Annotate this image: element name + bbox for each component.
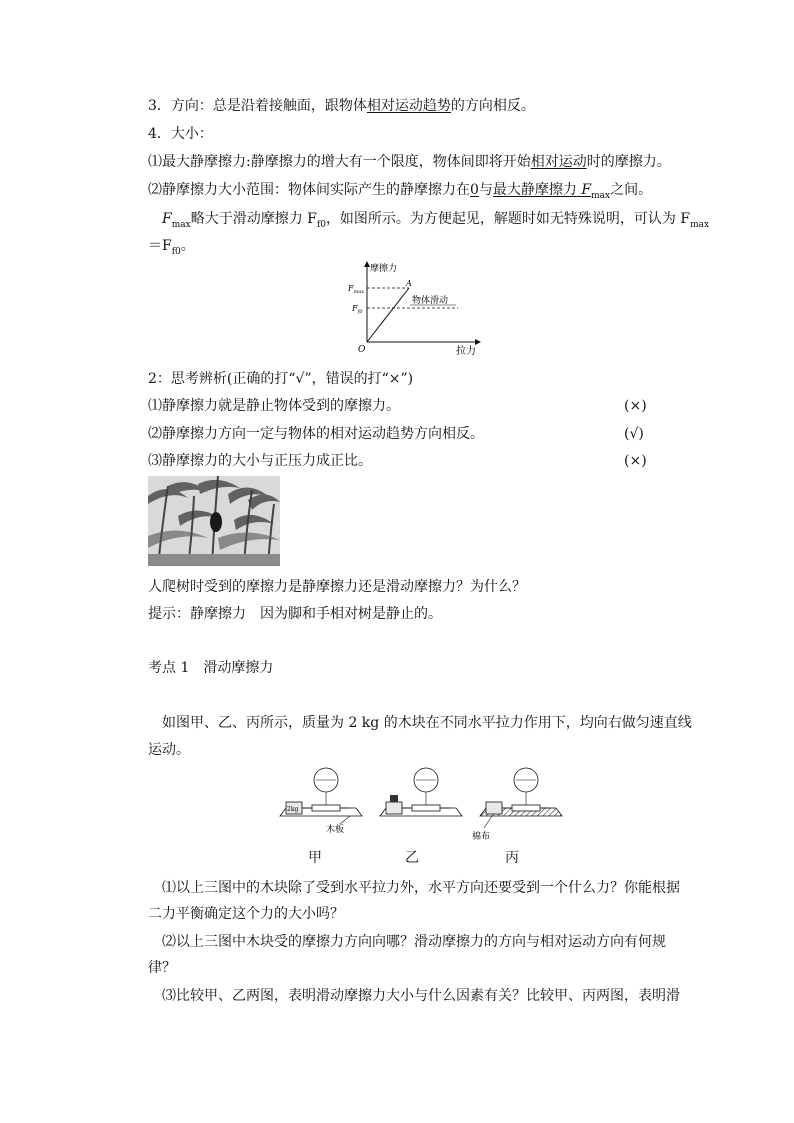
underlined-term: 相对运动 <box>530 154 587 170</box>
text: 。 <box>180 238 195 254</box>
figure-bing <box>480 768 562 816</box>
x-axis-label: 拉力 <box>456 346 476 357</box>
climbing-question: 人爬树时受到的摩擦力是静摩擦力还是滑动摩擦力？为什么？ <box>148 579 526 595</box>
origin-label: O <box>358 345 366 355</box>
symbol-sub: max <box>591 190 611 201</box>
intro-line-2: 运动。 <box>148 742 190 758</box>
text: 之间。 <box>610 182 653 198</box>
symbol-sub: max <box>690 219 710 230</box>
y-axis-label: 摩擦力 <box>370 264 398 274</box>
text: max <box>353 289 365 295</box>
block <box>386 802 402 814</box>
section-3-direction <box>148 96 535 116</box>
experiment-figures <box>270 766 580 842</box>
text: F <box>352 304 358 313</box>
sub-question-1a: ⑴以上三图中的木块除了受到水平拉力外，水平方向还要受到一个什么力？你能根据 <box>162 880 680 896</box>
underlined-term <box>492 182 611 201</box>
symbol-sub: f0 <box>171 246 181 257</box>
text: f0 <box>357 309 363 315</box>
sub-question-2a: ⑵以上三图中木块受的摩擦力方向向哪？滑动摩擦力的方向与相对运动方向有何规 <box>162 934 666 950</box>
text: 时的摩擦力。 <box>586 154 671 170</box>
symbol-sub: f0 <box>316 219 326 230</box>
para-fmax-compare-cont <box>148 236 195 262</box>
underlined-term: 相对运动趋势 <box>366 98 451 114</box>
text: ＝F <box>148 238 172 254</box>
symbol: F <box>581 182 592 198</box>
figure-yi <box>380 768 462 816</box>
sub-question-3a: ⑶比较甲、乙两图，表明滑动摩擦力大小与什么因素有关？比较甲、丙两图，表明滑 <box>162 988 680 1004</box>
sub-question-1b: 二力平衡确定这个力的大小吗？ <box>148 906 344 922</box>
symbol-sub: max <box>171 219 191 230</box>
text: 略大于滑动摩擦力 F <box>190 211 317 227</box>
spring-scale <box>312 805 340 811</box>
text: ⑴最大静摩擦力:静摩擦力的增大有一个限度，物体间即将开始 <box>148 154 531 170</box>
block-mass: 2kg <box>287 806 299 813</box>
answer-mark-1: (×) <box>624 398 647 414</box>
climber-figure <box>210 512 222 532</box>
text: F <box>348 284 354 293</box>
para-static-friction-range <box>148 180 652 206</box>
figure-label-jia: 甲 <box>308 850 322 866</box>
question-3: ⑶静摩擦力的大小与正压力成正比。 <box>148 453 372 469</box>
cotton-label: 棉布 <box>472 832 491 842</box>
point-a-label: A <box>406 279 412 288</box>
underlined-term: 0 <box>470 182 479 198</box>
static-line <box>367 288 409 342</box>
hint: 提示：静摩擦力 因为脚和手相对树是静止的。 <box>148 606 442 622</box>
board-label: 木板 <box>326 825 345 835</box>
think-title: 2：思考辨析(正确的打“√”，错误的打“×”) <box>148 371 414 387</box>
answer-mark-3: (×) <box>624 453 647 469</box>
answer-mark-2: (√) <box>624 426 644 442</box>
text: ⑵静摩擦力大小范围：物体间实际产生的静摩擦力在 <box>148 182 470 198</box>
sub-question-2b: 律？ <box>148 960 176 976</box>
symbol: F <box>162 211 172 227</box>
para-fmax-compare <box>162 209 709 235</box>
text: ，如图所示。为方便起见，解题时如无特殊说明，可认为 F <box>325 211 691 227</box>
question-1: ⑴静摩擦力就是静止物体受到的摩擦力。 <box>148 398 400 414</box>
block <box>486 802 502 814</box>
f0-label <box>351 304 363 315</box>
question-2: ⑵静摩擦力方向一定与物体的相对运动趋势方向相反。 <box>148 426 484 442</box>
palm-tree-illustration <box>148 476 280 566</box>
spring-scale <box>512 805 540 811</box>
text: 最大静摩擦力 <box>492 182 577 198</box>
figure-label-bing: 丙 <box>505 850 519 866</box>
figure-label-yi: 乙 <box>405 850 419 866</box>
text: 的方向相反。 <box>450 98 535 114</box>
text: 与 <box>478 182 493 198</box>
kaodian-title: 考点 1 滑动摩擦力 <box>148 660 274 676</box>
para-max-static-friction <box>148 152 671 172</box>
intro-line-1: 如图甲、乙、丙所示，质量为 2 kg 的木块在不同水平拉力作用下，均向右做匀速直线 <box>162 715 692 731</box>
weight <box>390 795 398 802</box>
section-4-title: 4．大小： <box>148 126 213 142</box>
slide-label: 物体滑动 <box>412 296 449 306</box>
figure-jia <box>280 768 362 816</box>
text: 3．方向：总是沿着接触面，跟物体 <box>148 98 367 114</box>
spring-scale <box>412 805 440 811</box>
friction-graph <box>340 254 490 360</box>
fmax-label <box>347 284 364 295</box>
palm-tree-photo <box>148 476 280 566</box>
